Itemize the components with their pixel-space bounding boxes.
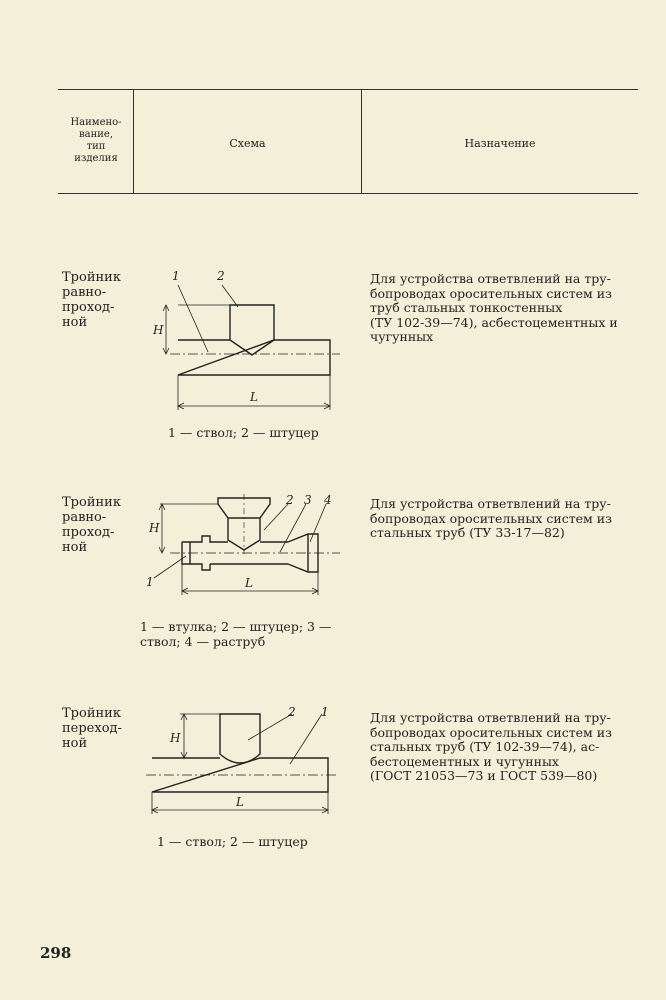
page-number: 298 xyxy=(40,944,72,962)
row-2-scheme-drawing xyxy=(140,490,355,610)
label-part-3: 3 xyxy=(304,493,312,507)
row-2-caption: 1 — втулка; 2 — штуцер; 3 — ствол; 4 — раструб xyxy=(140,619,332,649)
row-1-caption: 1 — ствол; 2 — штуцер xyxy=(168,425,319,440)
label-part-2: 2 xyxy=(286,493,294,507)
label-L: L xyxy=(245,576,253,590)
label-part-1: 1 xyxy=(321,705,329,719)
row-3-purpose: Для устройства ответвлений на тру- бопроводах оросительных систем из стальных труб (ТУ 102-39—74), ас- бестоцементных и чугунных (ГОСТ 21053—73 и ГОСТ 539—80) xyxy=(370,710,612,783)
row-1-scheme-drawing xyxy=(140,265,355,415)
row-2-name: Тройник равно- проход- ной xyxy=(62,495,121,555)
row-3-name: Тройник переход- ной xyxy=(62,706,122,751)
row-2-purpose: Для устройства ответвлений на тру- бопроводах оросительных систем из стальных труб (ТУ 33-17—82) xyxy=(370,496,612,540)
label-part-4: 4 xyxy=(324,493,332,507)
branch-outline xyxy=(220,714,260,763)
label-H: H xyxy=(153,323,164,337)
header-scheme: Схема xyxy=(229,137,266,150)
label-part-1: 1 xyxy=(146,575,154,589)
label-part-2: 2 xyxy=(288,705,296,719)
header-purpose: Назначение xyxy=(464,137,536,150)
label-part-1: 1 xyxy=(172,269,180,283)
run-outline xyxy=(178,340,330,375)
row-3-scheme-drawing xyxy=(140,700,355,830)
label-part-2: 2 xyxy=(217,269,225,283)
label-H: H xyxy=(170,731,181,745)
row-1-purpose: Для устройства ответвлений на тру- бопроводах оросительных систем из труб стальных тонкостенных (ТУ 102-39—74), асбестоцементных и чугунных xyxy=(370,271,618,344)
row-1-name: Тройник равно- проход- ной xyxy=(62,270,121,330)
header-name: Наимено- вание, тип изделия xyxy=(70,117,122,164)
row-3-caption: 1 — ствол; 2 — штуцер xyxy=(157,834,308,849)
table-header-bottom-rule xyxy=(58,193,638,194)
table-top-rule xyxy=(58,89,638,90)
label-H: H xyxy=(149,521,160,535)
label-L: L xyxy=(236,795,244,809)
label-L: L xyxy=(250,390,258,404)
